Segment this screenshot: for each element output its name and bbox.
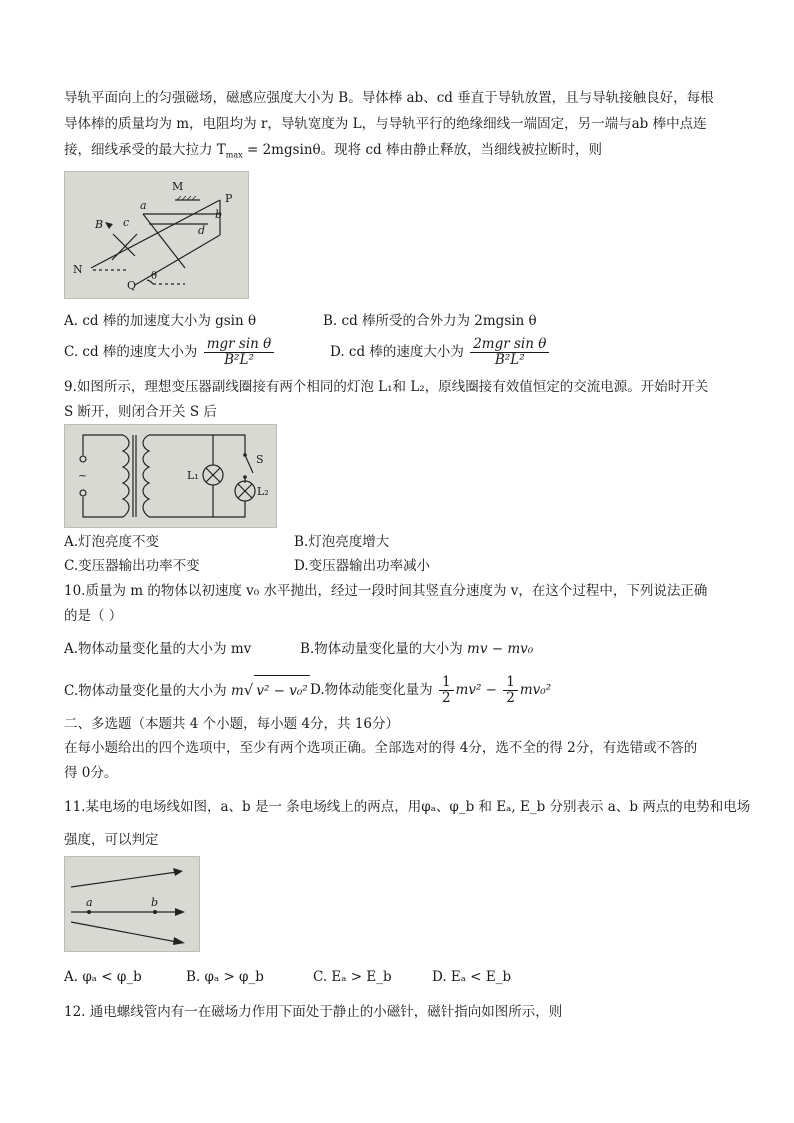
fig1-label-P: P: [225, 192, 233, 205]
fig1-label-c: c: [123, 216, 130, 229]
q10-d-half-1-den: 2: [441, 690, 451, 706]
q10-d-term-2: mv₀²: [519, 682, 552, 698]
q10-option-c-text: C.物体动量变化量的大小为: [64, 683, 227, 699]
figure-inclined-rails: [64, 171, 249, 299]
fig3-label-a: a: [86, 896, 93, 909]
q10-option-c-radicand: v² − v₀²: [254, 675, 309, 706]
q11-stem-line-1: 11.某电场的电场线如图，a、b 是一 条电场线上的两点，用φₐ、φ_b 和 Eₐ, E_b 分别表示 a、b 两点的电势和电场: [64, 799, 751, 815]
sqrt-symbol: √: [243, 681, 254, 699]
fig1-label-a: a: [140, 199, 147, 212]
q8-option-d-fraction: [470, 337, 549, 368]
fig1-label-theta: θ: [151, 271, 158, 282]
q8-option-c-text: C. cd 棒的速度大小为: [64, 344, 198, 360]
q10-d-half-2-num: 1: [503, 675, 518, 691]
q8-option-a: A. cd 棒的加速度大小为 gsin θ: [64, 313, 257, 329]
q10-d-minus: −: [485, 682, 497, 698]
q9-stem-line-1: 9.如图所示，理想变压器副线圈接有两个相同的灯泡 L₁和 L₂，原线圈接有效值恒定的交流电源。开始时开关: [64, 379, 709, 395]
fig1-label-N: N: [73, 263, 83, 276]
q9-option-c: C.变压器输出功率不变: [64, 558, 200, 574]
intro-line-2: 导体棒的质量均为 m，电阻均为 r，导轨宽度为 L，与导轨平行的绝缘细线一端固定，另一端与ab 棒中点连: [64, 116, 707, 132]
fig2-ac-source-symbol: ~: [78, 469, 88, 482]
q8-option-d-text: D. cd 棒的速度大小为: [330, 344, 464, 360]
q8-option-d: [330, 337, 551, 368]
fig1-label-d: d: [198, 224, 206, 237]
q9-option-b: B.灯泡亮度增大: [294, 534, 390, 550]
q10-option-d-text: D.物体动能变化量为: [310, 682, 433, 698]
q8-option-c-fraction: [204, 337, 275, 368]
q10-d-term-1: mv²: [455, 682, 482, 698]
q10-d-half-1-num: 1: [439, 675, 454, 691]
section-2-title: 二、多选题（本题共 4 个小题，每小题 4分，共 16分）: [64, 716, 400, 732]
section-2-rule-line-2: 得 0分。: [64, 765, 118, 781]
q8-c-numerator: mgr sin θ: [204, 337, 275, 353]
q10-d-half-1: [439, 675, 454, 706]
fig2-label-l2: L₂: [257, 485, 269, 498]
q10-stem-line-2: 的是（ ）: [64, 608, 123, 624]
q10-d-half-2-den: 2: [506, 690, 515, 706]
fig1-label-Q: Q: [127, 279, 137, 292]
q11-option-b: B. φₐ > φ_b: [186, 969, 264, 985]
figure-transformer-circuit: [64, 424, 277, 528]
q8-d-denominator: B²L²: [494, 352, 525, 368]
intro-line-3: [64, 140, 602, 166]
fig1-label-b: b: [215, 208, 223, 221]
q12-stem: 12. 通电螺线管内有一在磁场力作用下面处于静止的小磁针，磁针指向如图所示，则: [64, 1004, 563, 1020]
q10-stem-line-1: 10.质量为 m 的物体以初速度 v₀ 水平抛出，经过一段时间其竖直分速度为 v，在这个过程中，下列说法正确: [64, 583, 708, 599]
q8-option-c: [64, 337, 276, 368]
q11-option-d: D. Eₐ < E_b: [432, 969, 512, 985]
q10-d-half-2: [503, 675, 518, 706]
q11-option-c: C. Eₐ > E_b: [313, 969, 392, 985]
tmax-subscript: max: [225, 150, 243, 160]
fig3-label-b: b: [151, 896, 159, 909]
q10-option-b-expr: mv − mv₀: [467, 641, 534, 657]
q11-option-a: A. φₐ < φ_b: [64, 969, 142, 985]
q8-option-b: B. cd 棒所受的合外力为 2mgsin θ: [323, 313, 537, 329]
q9-option-a: A.灯泡亮度不变: [64, 534, 160, 550]
q11-stem-line-2: 强度，可以判定: [64, 832, 159, 848]
q10-option-c-mass: m: [230, 683, 244, 699]
fig1-label-M: M: [172, 180, 184, 193]
q9-stem-line-2: S 断开，则闭合开关 S 后: [64, 404, 217, 420]
q10-option-c: [64, 675, 310, 706]
q8-c-denominator: B²L²: [224, 352, 254, 368]
q10-option-b-text: B.物体动量变化量的大小为: [300, 641, 463, 657]
section-2-rule-line-1: 在每小题给出的四个选项中，至少有两个选项正确。全部选对的得 4分，选不全的得 2分，有选错或不答的: [64, 740, 698, 756]
intro-line-3-suffix: = 2mgsinθ。现将 cd 棒由静止释放，当细线被拉断时，则: [242, 142, 602, 158]
q10-option-b: [300, 639, 533, 659]
q10-option-a: A.物体动量变化量的大小为 mv: [64, 641, 252, 657]
q8-d-numerator: 2mgr sin θ: [470, 337, 549, 353]
intro-line-1: 导轨平面向上的匀强磁场，磁感应强度大小为 B。导体棒 ab、cd 垂直于导轨放置，且与导轨接触良好，每根: [64, 90, 714, 106]
q9-option-d: D.变压器输出功率减小: [294, 558, 431, 574]
q10-option-d: [310, 675, 551, 706]
fig2-label-l1: L₁: [187, 469, 199, 482]
fig1-label-B: B: [95, 218, 104, 231]
figure-electric-field-lines: [64, 856, 200, 952]
intro-line-3-prefix: 接，细线承受的最大拉力 T: [64, 142, 226, 158]
fig2-label-s: S: [256, 453, 264, 466]
